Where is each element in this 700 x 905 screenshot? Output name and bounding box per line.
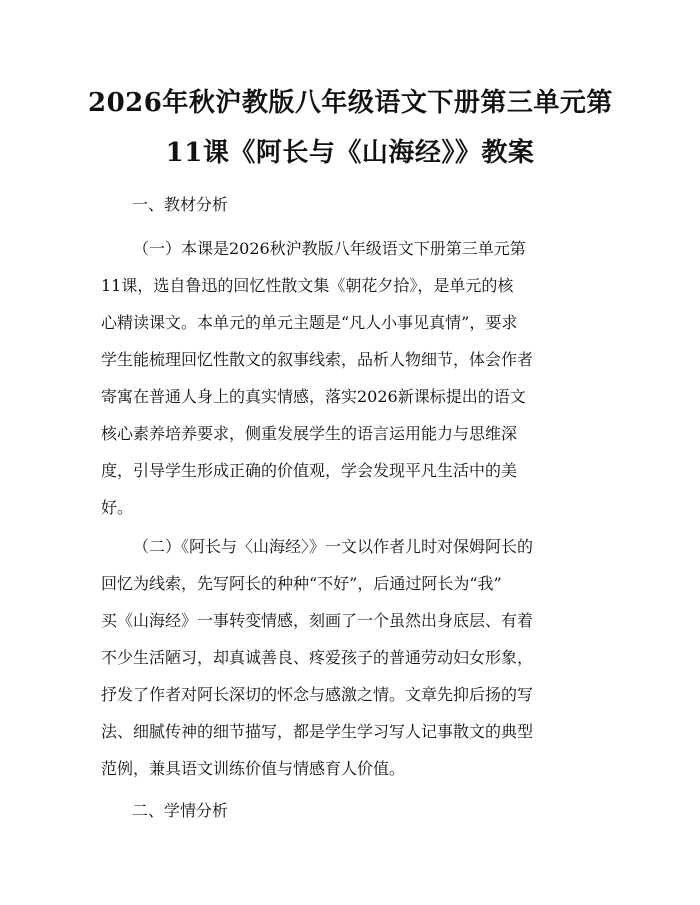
title-line-1: 2026年秋沪教版八年级语文下册第三单元第: [88, 88, 613, 118]
paragraph-2-line-3: 买《山海经》一事转变情感，刻画了一个虽然出身底层、有着: [101, 611, 534, 630]
paragraph-1-line-6: 核心素养培养要求，侧重发展学生的语言运用能力与思维深: [101, 424, 518, 443]
document-title: [88, 78, 612, 178]
paragraph-1-line-7: 度，引导学生形成正确的价值观，学会发现平凡生活中的美: [101, 461, 518, 480]
section-heading-student-analysis: 二、学情分析: [132, 801, 229, 820]
paragraph-2-line-2: 回忆为线索，先写阿长的种种“不好”，后通过阿长为“我”: [101, 574, 502, 593]
paragraph-2-line-4: 不少生活陋习，却真诚善良、疼爱孩子的普通劳动妇女形象，: [101, 648, 534, 667]
section-heading-textbook-analysis: 一、教材分析: [132, 195, 229, 214]
paragraph-2-line-5: 抒发了作者对阿长深切的怀念与感激之情。文章先抑后扬的写: [101, 685, 534, 704]
paragraph-1: [101, 230, 599, 526]
paragraph-2-line-1: （二）《阿长与〈山海经〉》一文以作者儿时对保姆阿长的: [133, 537, 534, 556]
paragraph-1-line-1: （一）本课是2026秋沪教版八年级语文下册第三单元第: [133, 239, 526, 258]
paragraph-1-line-8: 好。: [101, 498, 134, 517]
paragraph-1-line-5: 寄寓在普通人身上的真实情感，落实2026新课标提出的语文: [101, 387, 526, 406]
paragraph-2-line-6: 法、细腻传神的细节描写，都是学生学习写人记事散文的典型: [101, 722, 534, 741]
paragraph-1-line-2: 11课，选自鲁迅的回忆性散文集《朝花夕拾》，是单元的核: [101, 276, 514, 295]
paragraph-1-line-4: 学生能梳理回忆性散文的叙事线索，品析人物细节，体会作者: [101, 350, 534, 369]
paragraph-2-line-7: 范例，兼具语文训练价值与情感育人价值。: [101, 759, 406, 778]
paragraph-1-line-3: 心精读课文。本单元的单元主题是“凡人小事见真情”，要求: [101, 313, 518, 332]
title-line-2: 11课《阿长与《山海经》》教案: [165, 138, 535, 168]
paragraph-2: [101, 528, 599, 787]
